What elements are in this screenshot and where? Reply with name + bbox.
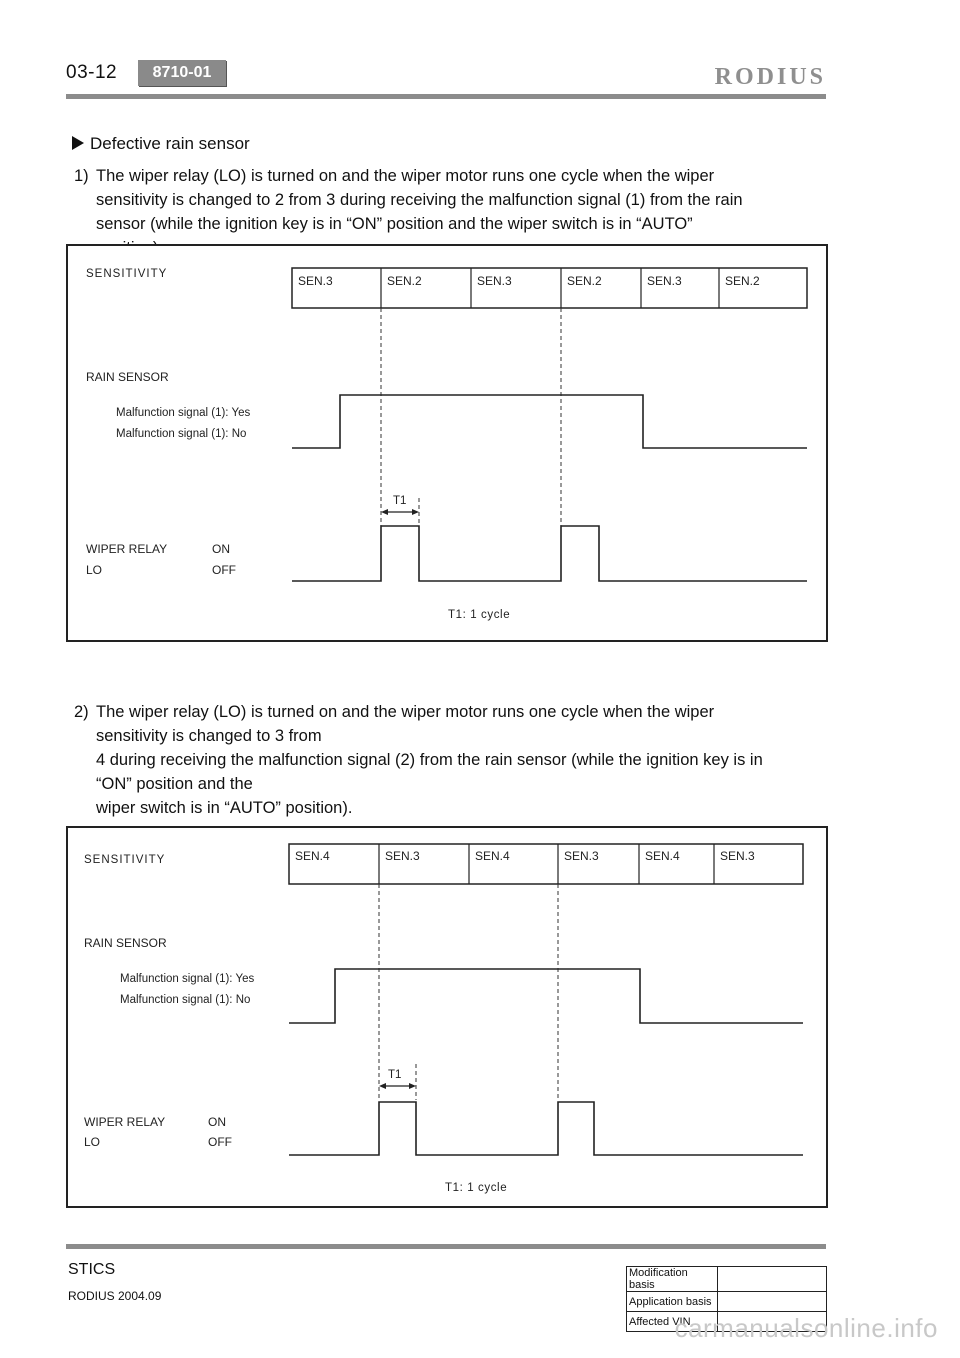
triangle-bullet-icon — [72, 136, 84, 150]
cycle-note: T1: 1 cycle — [448, 609, 511, 621]
rain-sensor-waveform — [292, 395, 807, 448]
timing-diagram-1 — [66, 244, 828, 642]
footer-date: RODIUS 2004.09 — [68, 1289, 162, 1303]
item-line: The wiper relay (LO) is turned on and the wiper motor runs one cycle when the wiper — [96, 167, 715, 185]
sensitivity-label: SENSITIVITY — [84, 854, 166, 866]
section-title: Defective rain sensor — [90, 134, 250, 153]
signal-no-label: Malfunction signal (1): No — [116, 428, 247, 440]
section-code-badge: 8710-01 — [138, 60, 226, 86]
sensitivity-step: SEN.3 — [477, 274, 512, 288]
item-1-text — [96, 164, 826, 244]
basis-label: Affected VIN — [627, 1312, 718, 1332]
sensitivity-step: SEN.4 — [295, 849, 330, 863]
lo-label: LO — [86, 563, 103, 577]
signal-yes-label: Malfunction signal (1): Yes — [116, 407, 251, 419]
sensitivity-step: SEN.3 — [720, 849, 755, 863]
cycle-note: T1: 1 cycle — [445, 1182, 508, 1194]
watermark: carmanualsonline.info — [674, 1313, 938, 1343]
lo-label: LO — [84, 1135, 101, 1149]
rain-sensor-label: RAIN SENSOR — [84, 936, 167, 950]
basis-value — [718, 1292, 827, 1312]
sensitivity-step: SEN.3 — [647, 274, 682, 288]
wiper-relay-waveform — [289, 1102, 803, 1155]
page-number: 03-12 — [66, 62, 118, 83]
item-line: “ON” position and the — [96, 775, 253, 793]
section-heading — [72, 134, 250, 154]
off-label: OFF — [208, 1135, 232, 1149]
item-number: 1) — [74, 167, 89, 185]
sensitivity-step: SEN.3 — [385, 849, 420, 863]
sensitivity-step: SEN.2 — [567, 274, 602, 288]
item-number: 2) — [74, 703, 89, 721]
header-rule — [66, 94, 826, 99]
item-line: The wiper relay (LO) is turned on and the wiper motor runs one cycle when the wiper — [96, 703, 715, 721]
sensitivity-step: SEN.4 — [645, 849, 680, 863]
on-label: ON — [208, 1115, 226, 1129]
sensitivity-step: SEN.4 — [475, 849, 510, 863]
signal-no-label: Malfunction signal (1): No — [120, 994, 251, 1006]
signal-yes-label: Malfunction signal (1): Yes — [120, 973, 255, 985]
rain-sensor-waveform — [289, 969, 803, 1023]
item-line: sensitivity is changed to 3 from — [96, 727, 322, 745]
basis-label: Modification basis — [627, 1267, 718, 1292]
wiper-relay-label: WIPER RELAY — [86, 542, 168, 556]
brand-logo: RODIUS — [714, 64, 826, 90]
footer-title: STICS — [68, 1261, 116, 1278]
timing-diagram-1-svg — [68, 246, 826, 640]
off-label: OFF — [212, 563, 236, 577]
sensitivity-step: SEN.3 — [564, 849, 599, 863]
sensitivity-label: SENSITIVITY — [86, 268, 168, 280]
item-line: sensor (while the ignition key is in “ON” position and the wiper switch is in “AUTO” — [96, 215, 693, 233]
sensitivity-step: SEN.3 — [298, 274, 333, 288]
wiper-relay-label: WIPER RELAY — [84, 1115, 166, 1129]
sensitivity-step: SEN.2 — [725, 274, 760, 288]
basis-label: Application basis — [627, 1292, 718, 1312]
sensitivity-step: SEN.2 — [387, 274, 422, 288]
item-line: 4 during receiving the malfunction signal (2) from the rain sensor (while the ignition key is in — [96, 751, 763, 769]
basis-value — [718, 1267, 827, 1292]
footer-rule — [66, 1244, 826, 1249]
timing-diagram-2-svg — [68, 828, 826, 1206]
rain-sensor-label: RAIN SENSOR — [86, 370, 169, 384]
basis-row — [627, 1292, 827, 1312]
timing-diagram-2 — [66, 826, 828, 1208]
basis-row — [627, 1267, 827, 1292]
t1-label: T1 — [393, 495, 407, 507]
wiper-relay-waveform — [292, 526, 807, 581]
on-label: ON — [212, 542, 230, 556]
t1-label: T1 — [388, 1069, 402, 1081]
item-2-text — [96, 700, 826, 820]
item-line: sensitivity is changed to 2 from 3 during receiving the malfunction signal (1) from the rain — [96, 191, 743, 209]
item-line: wiper switch is in “AUTO” position). — [96, 799, 353, 817]
